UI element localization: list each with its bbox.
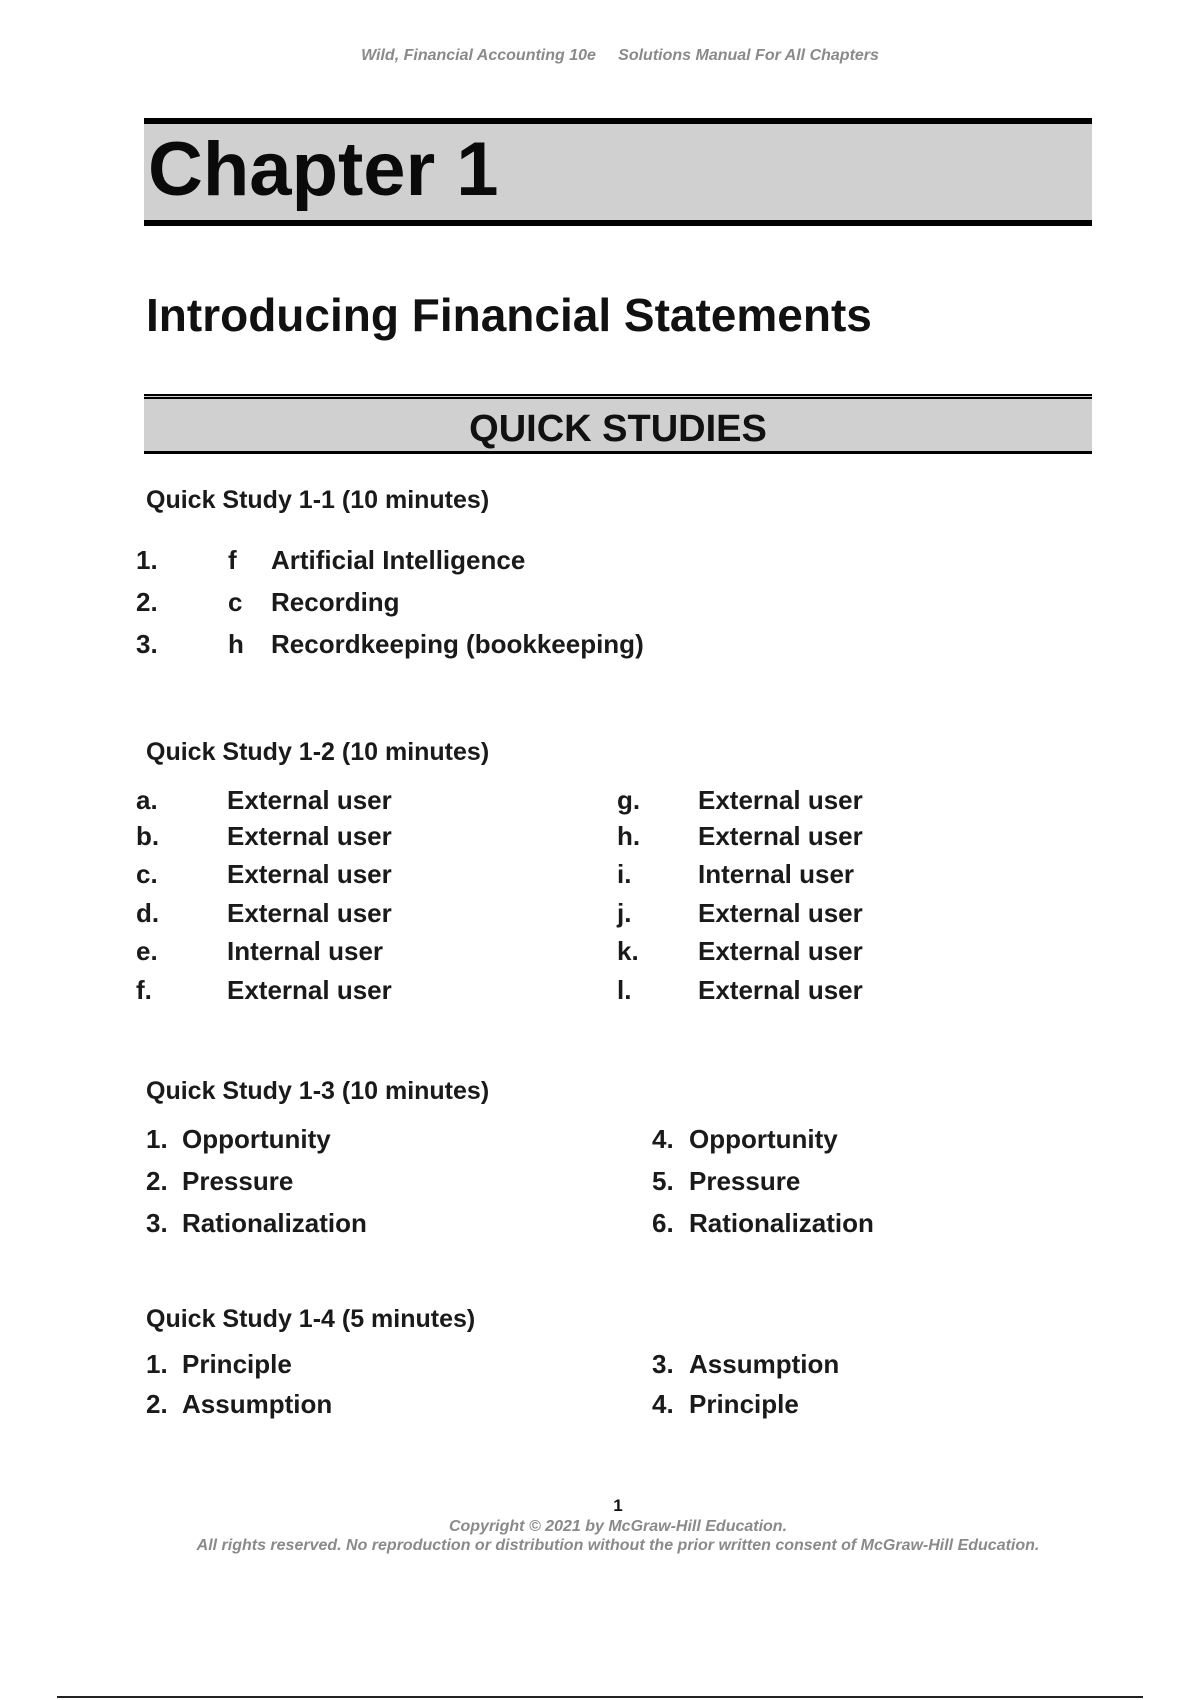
item-number: 1. [146,1349,168,1379]
item-text: Rationalization [182,1208,367,1238]
item-letter: c. [136,859,158,889]
item-text: External user [698,898,863,928]
qs2-heading: Quick Study 1-2 (10 minutes) [146,738,490,766]
item-text: Recordkeeping (bookkeeping) [271,629,644,659]
item-number: 2. [146,1389,168,1419]
item-letter: d. [136,898,160,928]
section-title: QUICK STUDIES [469,408,767,450]
item-number: 1. [146,1124,168,1154]
item-text: External user [227,898,392,928]
item-text: Opportunity [182,1124,331,1154]
bottom-rule [57,1696,1143,1698]
item-letter: c [228,587,243,617]
item-text: External user [227,821,392,851]
running-header: Wild, Financial Accounting 10e Solutions Manual For All Chapters [361,47,879,64]
chapter-banner [144,118,1092,226]
item-text: Internal user [698,859,855,889]
item-letter: h [228,629,244,659]
item-letter: f. [136,975,152,1005]
item-number: 4. [652,1389,674,1419]
item-letter: j. [617,898,632,928]
item-text: External user [698,821,863,851]
qs1-heading: Quick Study 1-1 (10 minutes) [146,486,490,514]
item-letter: g. [617,785,641,815]
item-letter: k. [617,936,639,966]
item-letter: b. [136,821,160,851]
item-number: 4. [652,1124,674,1154]
qs3-heading: Quick Study 1-3 (10 minutes) [146,1077,490,1105]
item-letter: e. [136,936,158,966]
copyright-line: Copyright © 2021 by McGraw-Hill Education. [448,1518,788,1535]
item-number: 3. [652,1349,674,1379]
item-text: External user [227,859,392,889]
item-text: Pressure [182,1166,294,1196]
item-text: External user [698,975,863,1005]
item-text: External user [227,785,392,815]
item-number: 3. [136,629,158,659]
item-number: 3. [146,1208,168,1238]
item-text: Pressure [689,1166,801,1196]
item-text: External user [698,936,863,966]
item-text: Principle [689,1389,799,1419]
item-letter: h. [617,821,641,851]
page-number: 1 [613,1496,623,1515]
qs4-heading: Quick Study 1-4 (5 minutes) [146,1305,476,1333]
item-number: 5. [652,1166,674,1196]
item-text: Rationalization [689,1208,874,1238]
item-number: 2. [136,587,158,617]
item-text: Artificial Intelligence [271,545,526,575]
item-letter: l. [617,975,632,1005]
item-text: Recording [271,587,400,617]
item-number: 1. [136,545,158,575]
item-letter: a. [136,785,158,815]
item-number: 6. [652,1208,674,1238]
item-text: External user [227,975,392,1005]
item-text: Principle [182,1349,292,1379]
chapter-subtitle: Introducing Financial Statements [146,289,872,341]
item-letter: i. [617,859,632,889]
item-text: Opportunity [689,1124,838,1154]
section-banner [144,394,1092,454]
item-text: Internal user [227,936,384,966]
item-number: 2. [146,1166,168,1196]
item-text: Assumption [689,1349,840,1379]
copyright-notice: All rights reserved. No reproduction or distribution without the prior written consent of McGraw-Hill Education. [196,1537,1040,1554]
item-letter: f [228,545,237,575]
item-text: External user [698,785,863,815]
chapter-title: Chapter 1 [148,127,499,212]
item-text: Assumption [182,1389,333,1419]
